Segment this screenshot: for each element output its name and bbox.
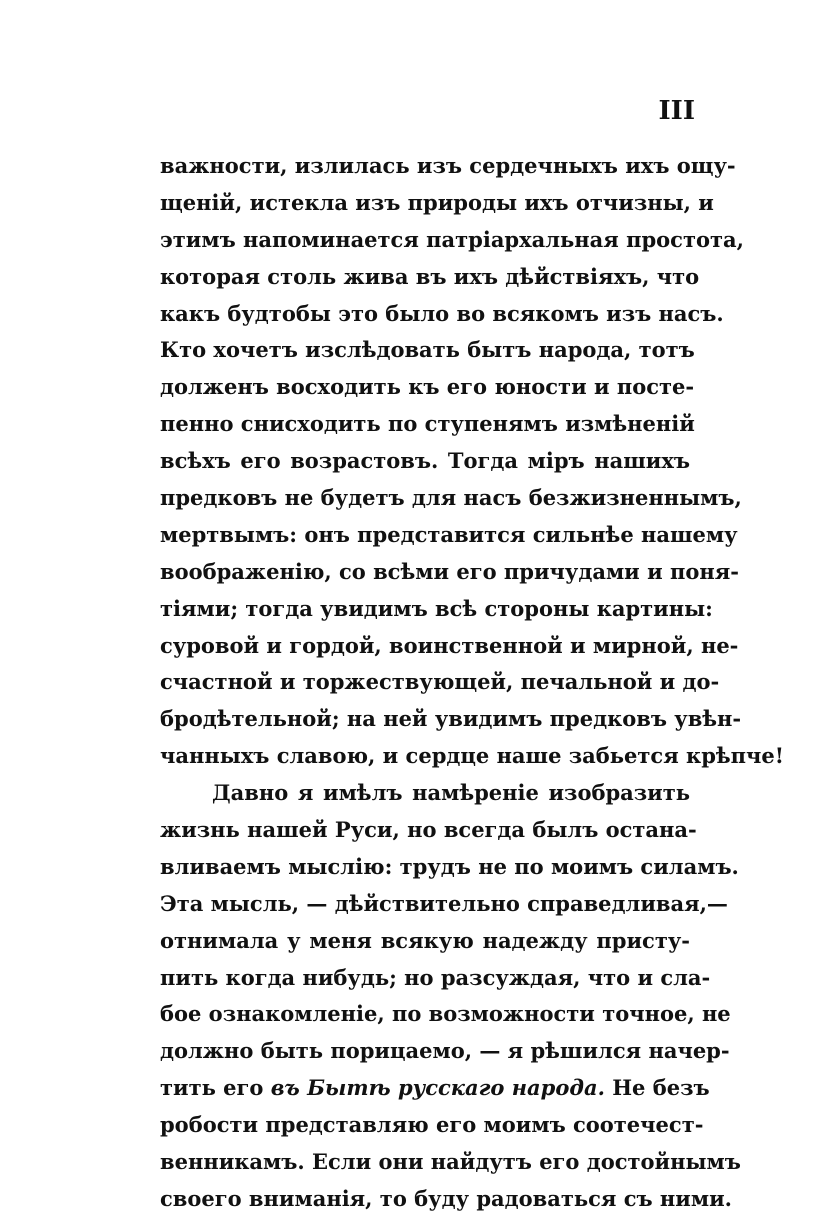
text-line-indented: Давно я имѣлъ намѣреніе изобразить [212,780,690,806]
text-line-with-italic-title [160,1070,710,1107]
text-line: суровой и гордой, воинственной и мирной, не- [160,632,739,658]
italic-title-prefix: въ [270,1075,300,1101]
text-line: отнимала у меня всякую надежду присту- [160,927,690,953]
text-fragment: Не безъ [612,1075,710,1101]
text-line: важности, излилась изъ сердечныхъ ихъ ощу- [160,153,736,178]
text-line: венникамъ. Если они найдутъ его достойнымъ [160,1149,741,1175]
text-line: своего вниманія, то буду радоваться съ ними. [160,1185,732,1211]
text-line: Кто хочетъ изслѣдовать бытъ народа, тотъ [160,337,695,363]
text-line: которая столь жива въ ихъ дѣйствіяхъ, что [160,263,700,289]
text-line: этимъ напоминается патріархальная простота, [160,226,744,252]
text-line: счастной и торжествующей, печальной и до- [160,669,720,695]
text-line: бое ознакомленіе, по возможности точное, не [160,1001,731,1027]
text-line: Эта мысль, — дѣйствительно справедливая,— [160,890,728,916]
text-line: пить когда нибудь; но разсуждая, что и сла- [160,964,711,990]
text-line: всѣхъ его возрастовъ. Тогда міръ нашихъ [160,448,690,474]
text-line: бродѣтельной; на ней увидимъ предковъ увѣн- [160,706,742,732]
text-line: тіями; тогда увидимъ всѣ стороны картины: [160,595,713,621]
text-fragment: тить его [160,1075,264,1101]
body-text [160,148,784,1218]
text-line: какъ будтобы это было во всякомъ изъ насъ. [160,300,724,326]
text-line: предковъ не будетъ для насъ безжизненнымъ, [160,485,742,511]
text-line: должно быть порицаемо, — я рѣшился начер- [160,1038,730,1064]
text-line: вливаемъ мыслію: трудъ не по моимъ силамъ. [160,853,739,879]
text-line: жизнь нашей Руси, но всегда былъ остана- [160,817,697,843]
page-number: III [658,96,695,126]
text-line: щеній, истекла изъ природы ихъ отчизны, и [160,189,714,215]
text-line: чанныхъ славою, и сердце наше забьется крѣпче! [160,743,784,769]
text-line: воображенію, со всѣми его причудами и поня- [160,558,739,584]
text-line: мертвымъ: онъ представится сильнѣе нашему [160,521,738,547]
text-line: долженъ восходить къ его юности и посте- [160,374,695,400]
italic-book-title: Бытѣ русскаго народа. [307,1075,605,1101]
text-line: пенно снисходить по ступенямъ измѣненій [160,411,695,437]
text-line: робости представляю его моимъ соотечест- [160,1112,704,1138]
